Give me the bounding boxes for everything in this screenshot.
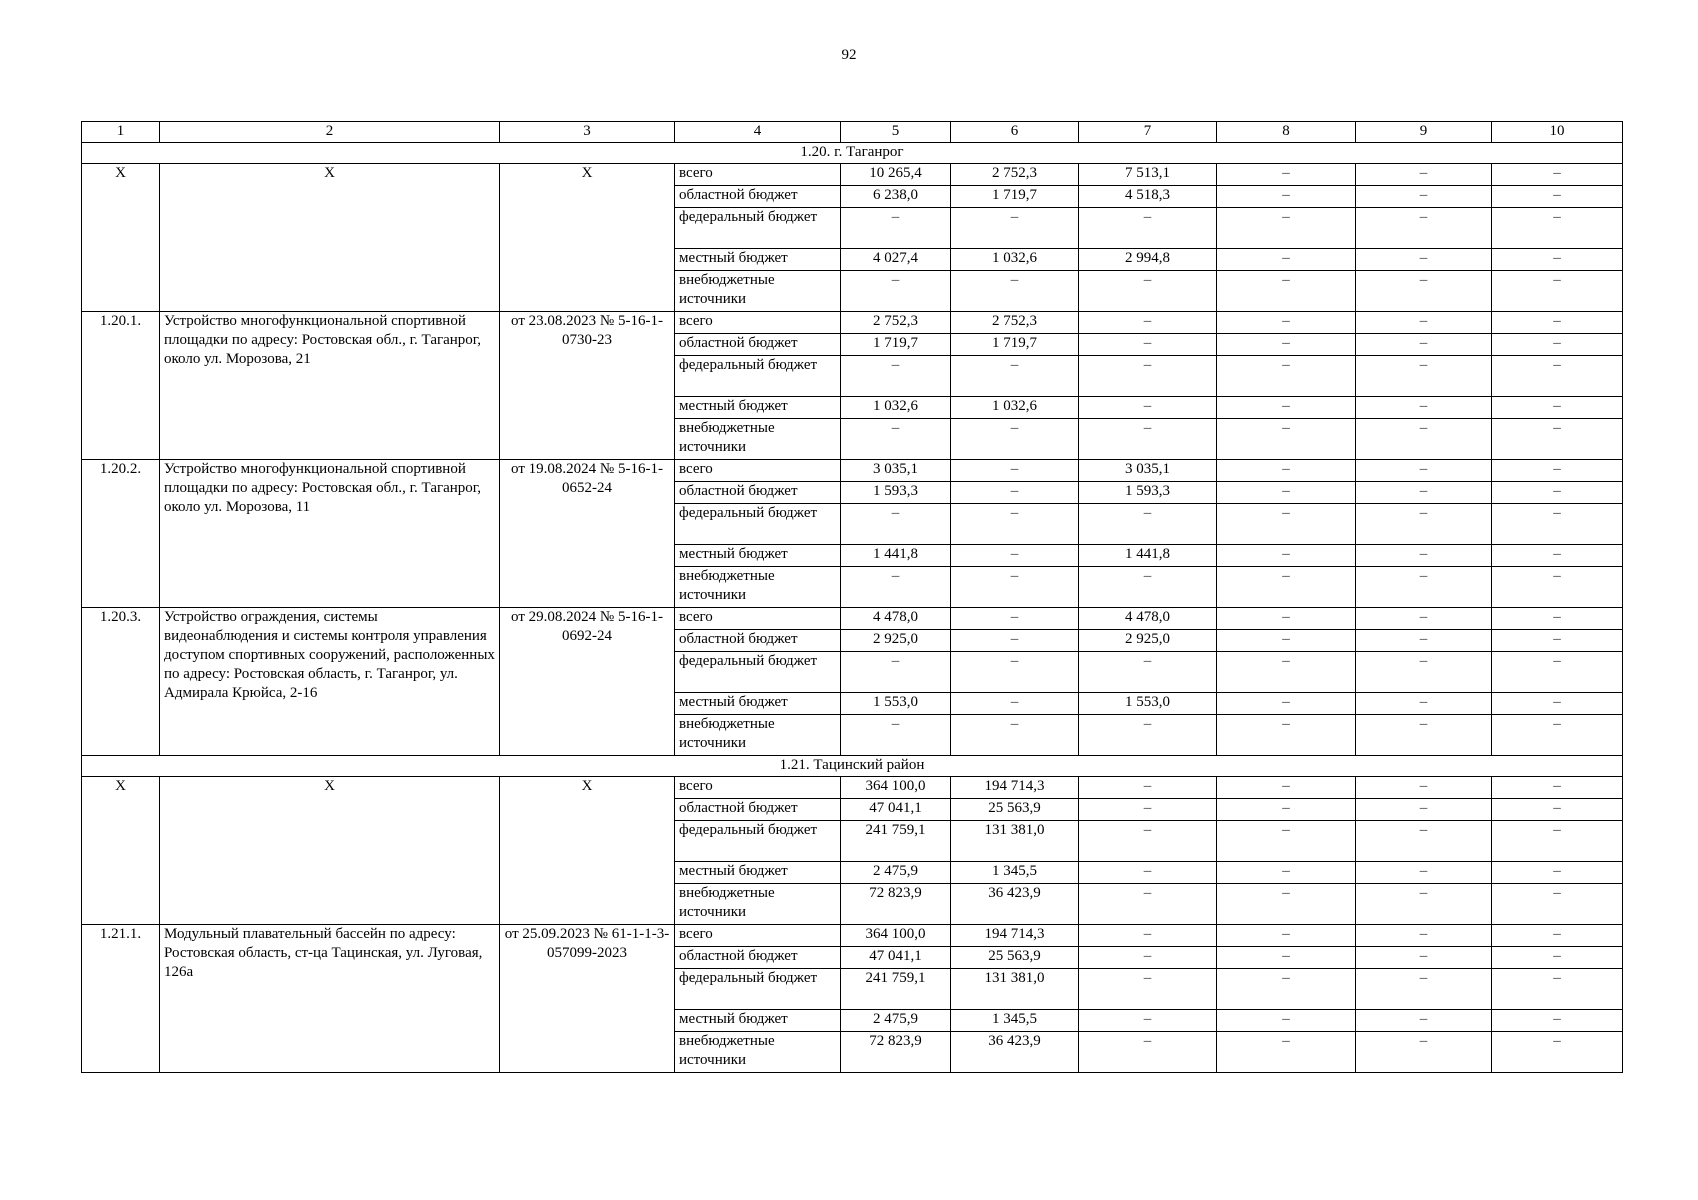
amount-cell: –: [1356, 249, 1492, 271]
amount-cell: –: [1217, 608, 1356, 630]
amount-cell: –: [1356, 862, 1492, 884]
amount-cell: –: [1492, 777, 1623, 799]
amount-cell: –: [1217, 947, 1356, 969]
column-header: 6: [951, 122, 1079, 143]
amount-cell: –: [1356, 715, 1492, 756]
amount-cell: –: [1492, 567, 1623, 608]
amount-cell: –: [1492, 925, 1623, 947]
amount-cell: –: [1492, 504, 1623, 545]
amount-cell: –: [951, 630, 1079, 652]
amount-cell: 47 041,1: [841, 799, 951, 821]
amount-cell: –: [1356, 482, 1492, 504]
amount-cell: 3 035,1: [841, 460, 951, 482]
amount-cell: –: [1217, 567, 1356, 608]
amount-cell: 2 752,3: [951, 164, 1079, 186]
funding-source-label: федеральный бюджет: [675, 356, 841, 397]
amount-cell: 6 238,0: [841, 186, 951, 208]
funding-source-label: внебюджетные источники: [675, 419, 841, 460]
amount-cell: 25 563,9: [951, 799, 1079, 821]
amount-cell: –: [1492, 715, 1623, 756]
item-number: 1.20.1.: [82, 312, 160, 460]
amount-cell: –: [951, 208, 1079, 249]
amount-cell: –: [1492, 947, 1623, 969]
budget-table: [81, 121, 1623, 1073]
amount-cell: 364 100,0: [841, 777, 951, 799]
amount-cell: 2 994,8: [1079, 249, 1217, 271]
table-row: [82, 164, 1623, 186]
amount-cell: –: [1217, 799, 1356, 821]
amount-cell: 1 593,3: [841, 482, 951, 504]
item-name: Х: [160, 164, 500, 312]
amount-cell: –: [1492, 419, 1623, 460]
amount-cell: –: [1492, 862, 1623, 884]
amount-cell: 36 423,9: [951, 1032, 1079, 1073]
section-title: 1.21. Тацинский район: [82, 756, 1623, 777]
amount-cell: 241 759,1: [841, 969, 951, 1010]
amount-cell: –: [1356, 799, 1492, 821]
amount-cell: –: [1492, 630, 1623, 652]
amount-cell: 1 553,0: [1079, 693, 1217, 715]
amount-cell: 131 381,0: [951, 821, 1079, 862]
amount-cell: –: [1079, 862, 1217, 884]
column-header: 5: [841, 122, 951, 143]
item-number: Х: [82, 164, 160, 312]
funding-source-label: федеральный бюджет: [675, 969, 841, 1010]
amount-cell: –: [951, 693, 1079, 715]
amount-cell: 4 478,0: [841, 608, 951, 630]
funding-source-label: федеральный бюджет: [675, 208, 841, 249]
amount-cell: 1 593,3: [1079, 482, 1217, 504]
amount-cell: –: [1356, 821, 1492, 862]
column-header: 1: [82, 122, 160, 143]
item-name: Устройство ограждения, системы видеонаблюдения и системы контроля управления доступом спортивных сооружений, расположенных по адресу: Ростовская область, г. Таганрог, ул. Адмирала Крюйса, 2-16: [160, 608, 500, 756]
section-header-row: [82, 143, 1623, 164]
funding-source-label: местный бюджет: [675, 1010, 841, 1032]
amount-cell: –: [841, 652, 951, 693]
column-header: 10: [1492, 122, 1623, 143]
amount-cell: –: [1356, 397, 1492, 419]
amount-cell: –: [1492, 545, 1623, 567]
section-title: 1.20. г. Таганрог: [82, 143, 1623, 164]
amount-cell: –: [1492, 693, 1623, 715]
amount-cell: 194 714,3: [951, 925, 1079, 947]
amount-cell: –: [1356, 271, 1492, 312]
amount-cell: 1 345,5: [951, 862, 1079, 884]
amount-cell: –: [1217, 1032, 1356, 1073]
amount-cell: –: [1079, 969, 1217, 1010]
column-header: 2: [160, 122, 500, 143]
amount-cell: 131 381,0: [951, 969, 1079, 1010]
amount-cell: –: [1217, 334, 1356, 356]
amount-cell: 4 027,4: [841, 249, 951, 271]
funding-source-label: местный бюджет: [675, 693, 841, 715]
amount-cell: 2 925,0: [841, 630, 951, 652]
amount-cell: –: [1356, 884, 1492, 925]
amount-cell: 241 759,1: [841, 821, 951, 862]
amount-cell: –: [1492, 1032, 1623, 1073]
amount-cell: –: [1217, 397, 1356, 419]
amount-cell: –: [951, 356, 1079, 397]
item-name: Устройство многофункциональной спортивной площадки по адресу: Ростовская обл., г. Таганрог, около ул. Морозова, 21: [160, 312, 500, 460]
funding-source-label: всего: [675, 608, 841, 630]
amount-cell: –: [1079, 884, 1217, 925]
column-header-row: [82, 122, 1623, 143]
funding-source-label: федеральный бюджет: [675, 821, 841, 862]
amount-cell: –: [1356, 504, 1492, 545]
amount-cell: 2 475,9: [841, 1010, 951, 1032]
amount-cell: –: [951, 545, 1079, 567]
amount-cell: –: [1217, 969, 1356, 1010]
amount-cell: –: [1492, 460, 1623, 482]
amount-cell: 2 752,3: [841, 312, 951, 334]
amount-cell: –: [1356, 334, 1492, 356]
amount-cell: –: [1079, 947, 1217, 969]
amount-cell: –: [1217, 504, 1356, 545]
amount-cell: –: [841, 567, 951, 608]
table-row: [82, 777, 1623, 799]
amount-cell: –: [1079, 312, 1217, 334]
funding-source-label: внебюджетные источники: [675, 884, 841, 925]
amount-cell: –: [1356, 969, 1492, 1010]
amount-cell: 1 553,0: [841, 693, 951, 715]
amount-cell: –: [951, 460, 1079, 482]
amount-cell: 36 423,9: [951, 884, 1079, 925]
amount-cell: –: [1217, 249, 1356, 271]
table-row: [82, 925, 1623, 947]
item-document: от 25.09.2023 № 61-1-1-3-057099-2023: [500, 925, 675, 1073]
funding-source-label: внебюджетные источники: [675, 1032, 841, 1073]
amount-cell: –: [1217, 821, 1356, 862]
funding-source-label: внебюджетные источники: [675, 715, 841, 756]
amount-cell: –: [1356, 947, 1492, 969]
amount-cell: –: [1492, 186, 1623, 208]
funding-source-label: областной бюджет: [675, 186, 841, 208]
amount-cell: –: [1356, 567, 1492, 608]
table-row: [82, 608, 1623, 630]
funding-source-label: всего: [675, 460, 841, 482]
amount-cell: –: [1079, 925, 1217, 947]
amount-cell: –: [1079, 1010, 1217, 1032]
amount-cell: –: [1492, 397, 1623, 419]
amount-cell: –: [951, 482, 1079, 504]
amount-cell: –: [1356, 186, 1492, 208]
amount-cell: 1 032,6: [951, 397, 1079, 419]
amount-cell: –: [951, 271, 1079, 312]
amount-cell: 4 478,0: [1079, 608, 1217, 630]
amount-cell: –: [841, 208, 951, 249]
amount-cell: –: [1217, 777, 1356, 799]
amount-cell: –: [1079, 799, 1217, 821]
amount-cell: –: [951, 504, 1079, 545]
amount-cell: 10 265,4: [841, 164, 951, 186]
page-number: 92: [841, 47, 857, 63]
item-document: от 29.08.2024 № 5-16-1-0692-24: [500, 608, 675, 756]
amount-cell: –: [1492, 164, 1623, 186]
amount-cell: –: [1356, 419, 1492, 460]
amount-cell: –: [1356, 460, 1492, 482]
amount-cell: 1 719,7: [951, 186, 1079, 208]
amount-cell: –: [841, 715, 951, 756]
amount-cell: –: [1217, 545, 1356, 567]
amount-cell: –: [1356, 925, 1492, 947]
amount-cell: –: [1492, 652, 1623, 693]
funding-source-label: федеральный бюджет: [675, 652, 841, 693]
amount-cell: 72 823,9: [841, 1032, 951, 1073]
amount-cell: –: [1079, 777, 1217, 799]
table-row: [82, 460, 1623, 482]
amount-cell: 7 513,1: [1079, 164, 1217, 186]
amount-cell: –: [1356, 312, 1492, 334]
amount-cell: –: [1217, 630, 1356, 652]
amount-cell: –: [1079, 652, 1217, 693]
amount-cell: –: [1356, 777, 1492, 799]
amount-cell: –: [1356, 1032, 1492, 1073]
amount-cell: 47 041,1: [841, 947, 951, 969]
table-body: [82, 122, 1623, 1073]
section-header-row: [82, 756, 1623, 777]
amount-cell: –: [841, 356, 951, 397]
amount-cell: –: [951, 715, 1079, 756]
item-name: Х: [160, 777, 500, 925]
funding-source-label: местный бюджет: [675, 545, 841, 567]
amount-cell: –: [1217, 925, 1356, 947]
amount-cell: –: [1217, 271, 1356, 312]
funding-source-label: областной бюджет: [675, 799, 841, 821]
item-document: от 23.08.2023 № 5-16-1-0730-23: [500, 312, 675, 460]
amount-cell: –: [1217, 419, 1356, 460]
amount-cell: 1 345,5: [951, 1010, 1079, 1032]
amount-cell: 25 563,9: [951, 947, 1079, 969]
item-document: Х: [500, 164, 675, 312]
funding-source-label: всего: [675, 925, 841, 947]
amount-cell: –: [1492, 1010, 1623, 1032]
amount-cell: –: [1217, 482, 1356, 504]
item-document: от 19.08.2024 № 5-16-1-0652-24: [500, 460, 675, 608]
amount-cell: –: [1356, 164, 1492, 186]
amount-cell: –: [841, 504, 951, 545]
amount-cell: –: [841, 271, 951, 312]
funding-source-label: всего: [675, 777, 841, 799]
column-header: 3: [500, 122, 675, 143]
amount-cell: –: [1356, 630, 1492, 652]
amount-cell: 1 032,6: [841, 397, 951, 419]
amount-cell: 194 714,3: [951, 777, 1079, 799]
amount-cell: –: [1492, 249, 1623, 271]
funding-source-label: всего: [675, 312, 841, 334]
amount-cell: –: [1217, 186, 1356, 208]
column-header: 9: [1356, 122, 1492, 143]
amount-cell: –: [1356, 1010, 1492, 1032]
item-number: 1.20.3.: [82, 608, 160, 756]
amount-cell: –: [1356, 652, 1492, 693]
amount-cell: –: [1217, 862, 1356, 884]
funding-source-label: областной бюджет: [675, 630, 841, 652]
column-header: 4: [675, 122, 841, 143]
amount-cell: –: [1217, 652, 1356, 693]
amount-cell: –: [1217, 1010, 1356, 1032]
amount-cell: 1 441,8: [841, 545, 951, 567]
amount-cell: –: [1492, 208, 1623, 249]
amount-cell: 4 518,3: [1079, 186, 1217, 208]
amount-cell: –: [1079, 419, 1217, 460]
amount-cell: –: [1079, 504, 1217, 545]
amount-cell: –: [1492, 969, 1623, 1010]
amount-cell: –: [1079, 821, 1217, 862]
amount-cell: –: [1217, 884, 1356, 925]
amount-cell: –: [1492, 821, 1623, 862]
amount-cell: 72 823,9: [841, 884, 951, 925]
amount-cell: –: [1217, 312, 1356, 334]
amount-cell: 1 719,7: [951, 334, 1079, 356]
amount-cell: –: [1217, 208, 1356, 249]
funding-source-label: местный бюджет: [675, 249, 841, 271]
amount-cell: –: [1079, 356, 1217, 397]
amount-cell: 2 475,9: [841, 862, 951, 884]
amount-cell: –: [1079, 208, 1217, 249]
table-row: [82, 312, 1623, 334]
amount-cell: –: [1217, 356, 1356, 397]
item-document: Х: [500, 777, 675, 925]
amount-cell: 2 752,3: [951, 312, 1079, 334]
amount-cell: 2 925,0: [1079, 630, 1217, 652]
column-header: 8: [1217, 122, 1356, 143]
amount-cell: –: [1356, 693, 1492, 715]
amount-cell: –: [951, 652, 1079, 693]
amount-cell: –: [951, 567, 1079, 608]
item-number: 1.20.2.: [82, 460, 160, 608]
amount-cell: 1 032,6: [951, 249, 1079, 271]
amount-cell: –: [1079, 1032, 1217, 1073]
amount-cell: 1 441,8: [1079, 545, 1217, 567]
amount-cell: –: [1079, 567, 1217, 608]
amount-cell: –: [841, 419, 951, 460]
amount-cell: –: [1492, 312, 1623, 334]
amount-cell: –: [1492, 884, 1623, 925]
amount-cell: 364 100,0: [841, 925, 951, 947]
amount-cell: –: [951, 608, 1079, 630]
amount-cell: –: [1217, 460, 1356, 482]
funding-source-label: областной бюджет: [675, 947, 841, 969]
funding-source-label: местный бюджет: [675, 397, 841, 419]
item-name: Устройство многофункциональной спортивной площадки по адресу: Ростовская обл., г. Таганрог, около ул. Морозова, 11: [160, 460, 500, 608]
amount-cell: –: [1356, 545, 1492, 567]
amount-cell: –: [1492, 334, 1623, 356]
funding-source-label: федеральный бюджет: [675, 504, 841, 545]
amount-cell: –: [1492, 608, 1623, 630]
amount-cell: –: [1356, 608, 1492, 630]
amount-cell: –: [1217, 693, 1356, 715]
amount-cell: –: [1217, 164, 1356, 186]
item-number: 1.21.1.: [82, 925, 160, 1073]
amount-cell: –: [1079, 271, 1217, 312]
amount-cell: –: [1492, 271, 1623, 312]
amount-cell: –: [1356, 208, 1492, 249]
amount-cell: –: [1492, 482, 1623, 504]
item-number: Х: [82, 777, 160, 925]
amount-cell: 1 719,7: [841, 334, 951, 356]
amount-cell: –: [1492, 356, 1623, 397]
amount-cell: –: [1079, 715, 1217, 756]
amount-cell: –: [1492, 799, 1623, 821]
funding-source-label: внебюджетные источники: [675, 271, 841, 312]
amount-cell: –: [1217, 715, 1356, 756]
funding-source-label: всего: [675, 164, 841, 186]
amount-cell: 3 035,1: [1079, 460, 1217, 482]
amount-cell: –: [1079, 334, 1217, 356]
amount-cell: –: [951, 419, 1079, 460]
funding-source-label: областной бюджет: [675, 482, 841, 504]
funding-source-label: областной бюджет: [675, 334, 841, 356]
item-name: Модульный плавательный бассейн по адресу: Ростовская область, ст-ца Тацинская, ул. Луговая, 126а: [160, 925, 500, 1073]
column-header: 7: [1079, 122, 1217, 143]
amount-cell: –: [1356, 356, 1492, 397]
amount-cell: –: [1079, 397, 1217, 419]
funding-source-label: местный бюджет: [675, 862, 841, 884]
funding-source-label: внебюджетные источники: [675, 567, 841, 608]
